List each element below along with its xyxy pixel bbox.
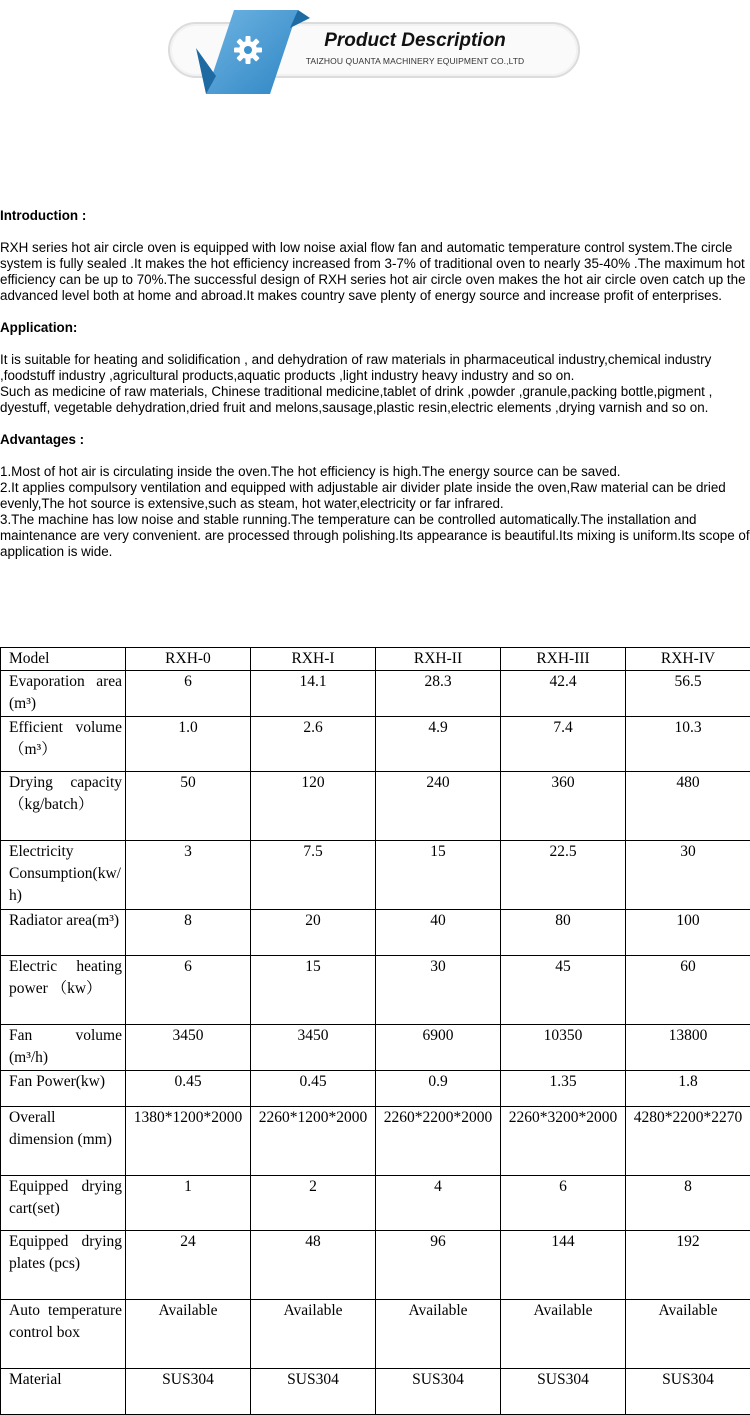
table-cell: 120 <box>251 772 376 841</box>
table-row <box>1 1369 750 1415</box>
table-row <box>1 717 750 772</box>
row-label: Auto temperature control box <box>1 1300 126 1369</box>
table-cell: 2260*2200*2000 <box>376 1107 501 1176</box>
table-cell: 2 <box>251 1176 376 1231</box>
table-cell: 192 <box>626 1231 750 1300</box>
table-cell: 42.4 <box>501 671 626 717</box>
table-row <box>1 1025 750 1071</box>
table-cell: 3450 <box>126 1025 251 1071</box>
table-row <box>1 671 750 717</box>
table-row <box>1 1231 750 1300</box>
table-cell: 15 <box>376 841 501 910</box>
row-label: Material <box>1 1369 126 1415</box>
table-cell: 24 <box>126 1231 251 1300</box>
table-cell: 22.5 <box>501 841 626 910</box>
row-label: Equipped drying cart(set) <box>1 1176 126 1231</box>
table-cell: 240 <box>376 772 501 841</box>
table-cell: Available <box>376 1300 501 1369</box>
table-cell: Available <box>501 1300 626 1369</box>
table-cell: 8 <box>626 1176 750 1231</box>
row-label: Fan volume (m³/h) <box>1 1025 126 1071</box>
table-cell: 30 <box>626 841 750 910</box>
table-cell: Available <box>126 1300 251 1369</box>
table-header-cell: RXH-II <box>376 648 501 671</box>
table-cell: 8 <box>126 910 251 956</box>
row-label: Evaporation area (m³) <box>1 671 126 717</box>
table-cell: 1.35 <box>501 1071 626 1107</box>
table-row <box>1 1107 750 1176</box>
advantage-item-1: 1.Most of hot air is circulating inside the oven.The hot efficiency is high.The energy source can be saved. <box>0 464 750 480</box>
table-row <box>1 1176 750 1231</box>
application-text-1: It is suitable for heating and solidification , and dehydration of raw materials in pharmaceutical industry,chemical industry ,foodstuff industry ,agricultural products,aquatic products ,light industry heavy industry and so on. <box>0 352 750 384</box>
table-cell: 100 <box>626 910 750 956</box>
banner-title: Product Description <box>300 30 530 52</box>
table-header-cell: RXH-I <box>251 648 376 671</box>
table-cell: 60 <box>626 956 750 1025</box>
table-cell: 6 <box>126 956 251 1025</box>
table-cell: 20 <box>251 910 376 956</box>
advantage-item-3: 3.The machine has low noise and stable running.The temperature can be controlled automatically.The installation and maintenance are very convenient. are processed through polishing.Its appearance is beautiful.Its mixing is uniform.Its scope of application is wide. <box>0 512 750 560</box>
table-cell: 0.45 <box>251 1071 376 1107</box>
table-cell: 6900 <box>376 1025 501 1071</box>
table-cell: 6 <box>126 671 251 717</box>
product-description-banner <box>0 0 750 110</box>
row-label: Equipped drying plates (pcs) <box>1 1231 126 1300</box>
table-header-cell: RXH-0 <box>126 648 251 671</box>
table-cell: 7.4 <box>501 717 626 772</box>
table-cell: Available <box>251 1300 376 1369</box>
table-cell: 0.9 <box>376 1071 501 1107</box>
table-cell: 1.8 <box>626 1071 750 1107</box>
table-cell: SUS304 <box>376 1369 501 1415</box>
table-cell: 0.45 <box>126 1071 251 1107</box>
table-cell: 144 <box>501 1231 626 1300</box>
gear-icon <box>232 34 264 66</box>
row-label: Efficient volume（m³） <box>1 717 126 772</box>
table-cell: 1380*1200*2000 <box>126 1107 251 1176</box>
table-cell: 4 <box>376 1176 501 1231</box>
banner-company-name: TAIZHOU QUANTA MACHINERY EQUIPMENT CO.,LTD <box>270 56 560 66</box>
advantage-item-2: 2.It applies compulsory ventilation and equipped with adjustable air divider plate inside the oven,Raw material can be dried evenly,The hot source is extensive,such as steam, hot water,electricity or far infrared. <box>0 480 750 512</box>
table-cell: 4.9 <box>376 717 501 772</box>
introduction-text: RXH series hot air circle oven is equipped with low noise axial flow fan and automatic temperature control system.The circle system is fully sealed .It makes the hot efficiency increased from 3-7% of traditional oven to nearly 35-40% .The maximum hot efficiency can be up to 70%.The successful design of RXH series hot air circle oven makes the hot air circle oven catch up the advanced level both at home and abroad.It makes country save plenty of energy source and increase profit of enterprises. <box>0 240 750 304</box>
table-cell: 2260*1200*2000 <box>251 1107 376 1176</box>
table-cell: 2.6 <box>251 717 376 772</box>
application-text-2: Such as medicine of raw materials, Chinese traditional medicine,tablet of drink ,powder ,granule,packing bottle,pigment , dyestuff, vegetable dehydration,dried fruit and melons,sausage,plastic resin,electric elements ,drying varnish and so on. <box>0 384 750 416</box>
table-cell: 6 <box>501 1176 626 1231</box>
introduction-heading: Introduction : <box>0 208 750 224</box>
table-cell: 80 <box>501 910 626 956</box>
table-cell: 360 <box>501 772 626 841</box>
advantages-heading: Advantages : <box>0 432 750 448</box>
table-row <box>1 956 750 1025</box>
table-cell: 7.5 <box>251 841 376 910</box>
application-heading: Application: <box>0 320 750 336</box>
table-cell: 1.0 <box>126 717 251 772</box>
table-cell: 56.5 <box>626 671 750 717</box>
table-cell: SUS304 <box>626 1369 750 1415</box>
row-label: Fan Power(kw) <box>1 1071 126 1107</box>
table-cell: 480 <box>626 772 750 841</box>
table-cell: 28.3 <box>376 671 501 717</box>
row-label: Drying capacity （kg/batch） <box>1 772 126 841</box>
table-cell: 13800 <box>626 1025 750 1071</box>
table-cell: 10350 <box>501 1025 626 1071</box>
table-cell: 30 <box>376 956 501 1025</box>
table-cell: SUS304 <box>251 1369 376 1415</box>
table-cell: 14.1 <box>251 671 376 717</box>
specification-table <box>0 647 750 1415</box>
table-cell: Available <box>626 1300 750 1369</box>
table-cell: 10.3 <box>626 717 750 772</box>
table-header-cell: Model <box>1 648 126 671</box>
table-row <box>1 841 750 910</box>
table-row <box>1 772 750 841</box>
table-cell: SUS304 <box>126 1369 251 1415</box>
table-cell: 3 <box>126 841 251 910</box>
row-label: Electric heating power （kw） <box>1 956 126 1025</box>
row-label: Overall dimension (mm) <box>1 1107 126 1176</box>
table-cell: 2260*3200*2000 <box>501 1107 626 1176</box>
table-cell: 4280*2200*2270 <box>626 1107 750 1176</box>
table-cell: 40 <box>376 910 501 956</box>
table-header-row <box>1 648 750 671</box>
table-cell: 15 <box>251 956 376 1025</box>
table-cell: SUS304 <box>501 1369 626 1415</box>
row-label: Electricity Consumption(kw/h) <box>1 841 126 910</box>
table-cell: 96 <box>376 1231 501 1300</box>
table-cell: 50 <box>126 772 251 841</box>
table-cell: 1 <box>126 1176 251 1231</box>
table-cell: 3450 <box>251 1025 376 1071</box>
table-row <box>1 1300 750 1369</box>
table-row <box>1 910 750 956</box>
table-header-cell: RXH-IV <box>626 648 750 671</box>
description-content <box>0 208 750 560</box>
row-label: Radiator area(m³) <box>1 910 126 956</box>
table-row <box>1 1071 750 1107</box>
table-cell: 45 <box>501 956 626 1025</box>
table-header-cell: RXH-III <box>501 648 626 671</box>
table-cell: 48 <box>251 1231 376 1300</box>
